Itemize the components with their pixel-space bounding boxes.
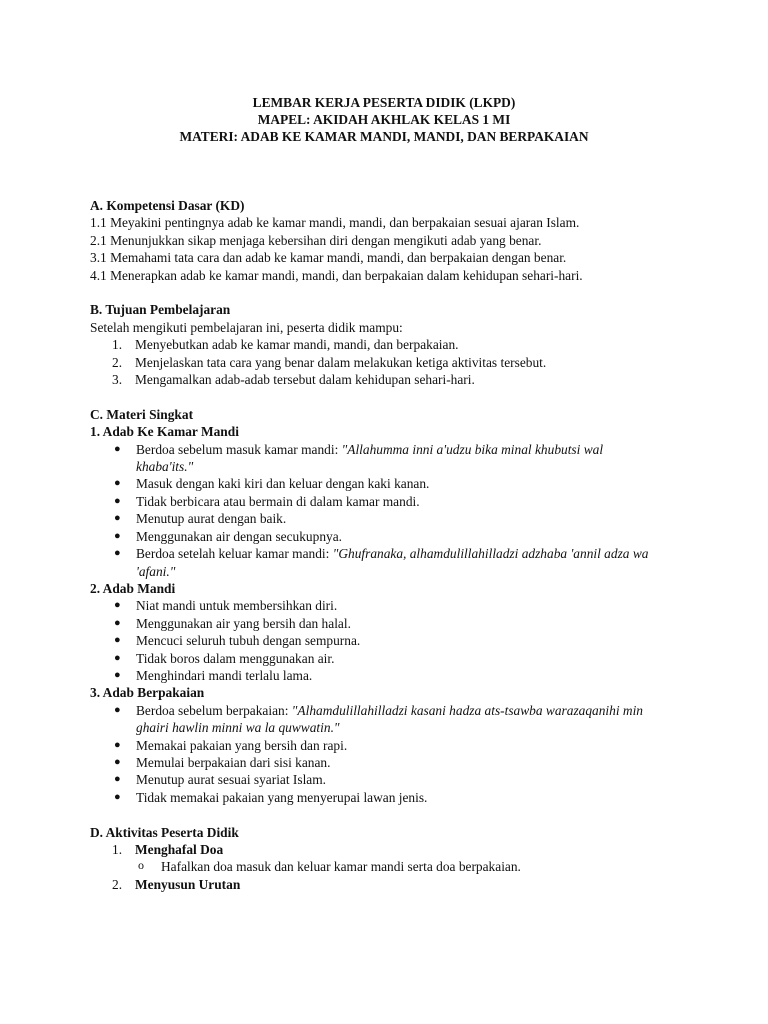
- list-item: [90, 789, 690, 806]
- list-item: [90, 737, 690, 754]
- list-text: Menutup aurat dengan baik.: [136, 511, 287, 527]
- list-item: [90, 441, 690, 476]
- list-text: Menutup aurat sesuai syariat Islam.: [136, 772, 327, 788]
- list-number: 1.: [112, 337, 123, 353]
- bullet-icon: ●: [114, 773, 121, 786]
- bullet-icon: ●: [114, 616, 121, 629]
- subsection-title: 1. Adab Ke Kamar Mandi: [90, 424, 239, 440]
- list-item: [90, 545, 690, 580]
- list-item: [90, 876, 690, 893]
- list-text: Tidak berbicara atau bermain di dalam kamar mandi.: [136, 493, 420, 509]
- document-body: [90, 197, 690, 893]
- list-item: [90, 858, 690, 875]
- bullet-icon: ●: [114, 634, 121, 647]
- header-title: LEMBAR KERJA PESERTA DIDIK (LKPD): [252, 95, 516, 110]
- list-item: [90, 475, 690, 492]
- list-text: Berdoa sebelum berpakaian:: [136, 702, 292, 718]
- kd-item: 3.1 Memahami tata cara dan adab ke kamar mandi, mandi, dan berpakaian dengan benar.: [90, 250, 567, 266]
- list-text: Menjelaskan tata cara yang benar dalam melakukan ketiga aktivitas tersebut.: [135, 354, 547, 370]
- header-topic: MATERI: ADAB KE KAMAR MANDI, MANDI, DAN BERPAKAIAN: [179, 129, 589, 144]
- list-item: [90, 493, 690, 510]
- spacer: [90, 284, 690, 301]
- list-text: Menyebutkan adab ke kamar mandi, mandi, dan berpakaian.: [135, 337, 459, 353]
- bullet-icon: ●: [114, 668, 121, 681]
- doa-text: ghairi hawlin minni wa la quwwatin.": [136, 720, 340, 736]
- list-text: Niat mandi untuk membersihkan diri.: [136, 598, 338, 614]
- doa-text: "Allahumma inni a'udzu bika minal khubutsi wal: [341, 441, 604, 457]
- list-item: [90, 336, 690, 353]
- subsection-title: 3. Adab Berpakaian: [90, 685, 205, 701]
- spacer: [90, 388, 690, 405]
- doa-text: khaba'its.": [136, 459, 194, 475]
- section-d-title: D. Aktivitas Peserta Didik: [90, 824, 239, 840]
- bullet-icon: ●: [114, 599, 121, 612]
- bullet-icon: ●: [114, 547, 121, 560]
- activity-title: Menghafal Doa: [135, 841, 224, 857]
- kd-item: 2.1 Menunjukkan sikap menjaga kebersihan diri dengan mengikuti adab yang benar.: [90, 232, 542, 248]
- bullet-icon: ●: [114, 529, 121, 542]
- bullet-icon: ●: [114, 738, 121, 751]
- circle-bullet-icon: o: [138, 858, 144, 873]
- bullet-icon: ●: [114, 477, 121, 490]
- section-c-title: C. Materi Singkat: [90, 406, 194, 422]
- bullet-icon: ●: [114, 755, 121, 768]
- list-text: Tidak boros dalam menggunakan air.: [136, 650, 335, 666]
- header-subject: MAPEL: AKIDAH AKHLAK KELAS 1 MI: [257, 112, 511, 127]
- list-text: Mencuci seluruh tubuh dengan sempurna.: [136, 633, 361, 649]
- subsection-title: 2. Adab Mandi: [90, 580, 176, 596]
- activity-title: Menyusun Urutan: [135, 876, 241, 892]
- list-item: [90, 510, 690, 527]
- list-text: Menghindari mandi terlalu lama.: [136, 667, 313, 683]
- bullet-icon: ●: [114, 512, 121, 525]
- section-b-intro: Setelah mengikuti pembelajaran ini, peserta didik mampu:: [90, 319, 403, 335]
- list-number: 1.: [112, 841, 123, 857]
- list-item: [90, 597, 690, 614]
- list-item: [90, 528, 690, 545]
- section-a-title: A. Kompetensi Dasar (KD): [90, 198, 245, 213]
- list-item: [90, 841, 690, 858]
- list-text: Memakai pakaian yang bersih dan rapi.: [136, 737, 348, 753]
- section-b-title: B. Tujuan Pembelajaran: [90, 302, 231, 318]
- list-text: Menggunakan air yang bersih dan halal.: [136, 615, 351, 631]
- spacer: [90, 806, 690, 823]
- list-item: [90, 354, 690, 371]
- doa-text: "Ghufranaka, alhamdulillahilladzi adzhaba 'annil adza wa: [332, 546, 649, 562]
- bullet-icon: ●: [114, 494, 121, 507]
- list-text: Menggunakan air dengan secukupnya.: [136, 528, 342, 544]
- list-text: Hafalkan doa masuk dan keluar kamar mandi serta doa berpakaian.: [161, 859, 521, 875]
- list-text: Tidak memakai pakaian yang menyerupai lawan jenis.: [136, 789, 428, 805]
- list-text: Berdoa sebelum masuk kamar mandi:: [136, 441, 342, 457]
- document-header: [0, 94, 768, 145]
- list-item: [90, 702, 690, 737]
- list-item: [90, 371, 690, 388]
- list-item: [90, 754, 690, 771]
- list-number: 2.: [112, 876, 123, 892]
- kd-item: 1.1 Meyakini pentingnya adab ke kamar mandi, mandi, dan berpakaian sesuai ajaran Islam.: [90, 215, 580, 231]
- list-item: [90, 650, 690, 667]
- list-item: [90, 667, 690, 684]
- list-text: Berdoa setelah keluar kamar mandi:: [136, 546, 333, 562]
- list-text: Mengamalkan adab-adab tersebut dalam kehidupan sehari-hari.: [135, 372, 475, 388]
- list-item: [90, 632, 690, 649]
- list-number: 3.: [112, 372, 123, 388]
- bullet-icon: ●: [114, 790, 121, 803]
- doa-text: "Alhamdulillahilladzi kasani hadza ats-tsawba warazaqanihi min: [291, 702, 644, 718]
- list-number: 2.: [112, 354, 123, 370]
- bullet-icon: ●: [114, 442, 121, 455]
- list-text: Masuk dengan kaki kiri dan keluar dengan kaki kanan.: [136, 476, 430, 492]
- list-item: [90, 615, 690, 632]
- bullet-icon: ●: [114, 651, 121, 664]
- doa-text: 'afani.": [136, 563, 176, 579]
- kd-item: 4.1 Menerapkan adab ke kamar mandi, mandi, dan berpakaian dalam kehidupan sehari-hari.: [90, 267, 583, 283]
- list-text: Memulai berpakaian dari sisi kanan.: [136, 754, 331, 770]
- list-item: [90, 771, 690, 788]
- bullet-icon: ●: [114, 703, 121, 716]
